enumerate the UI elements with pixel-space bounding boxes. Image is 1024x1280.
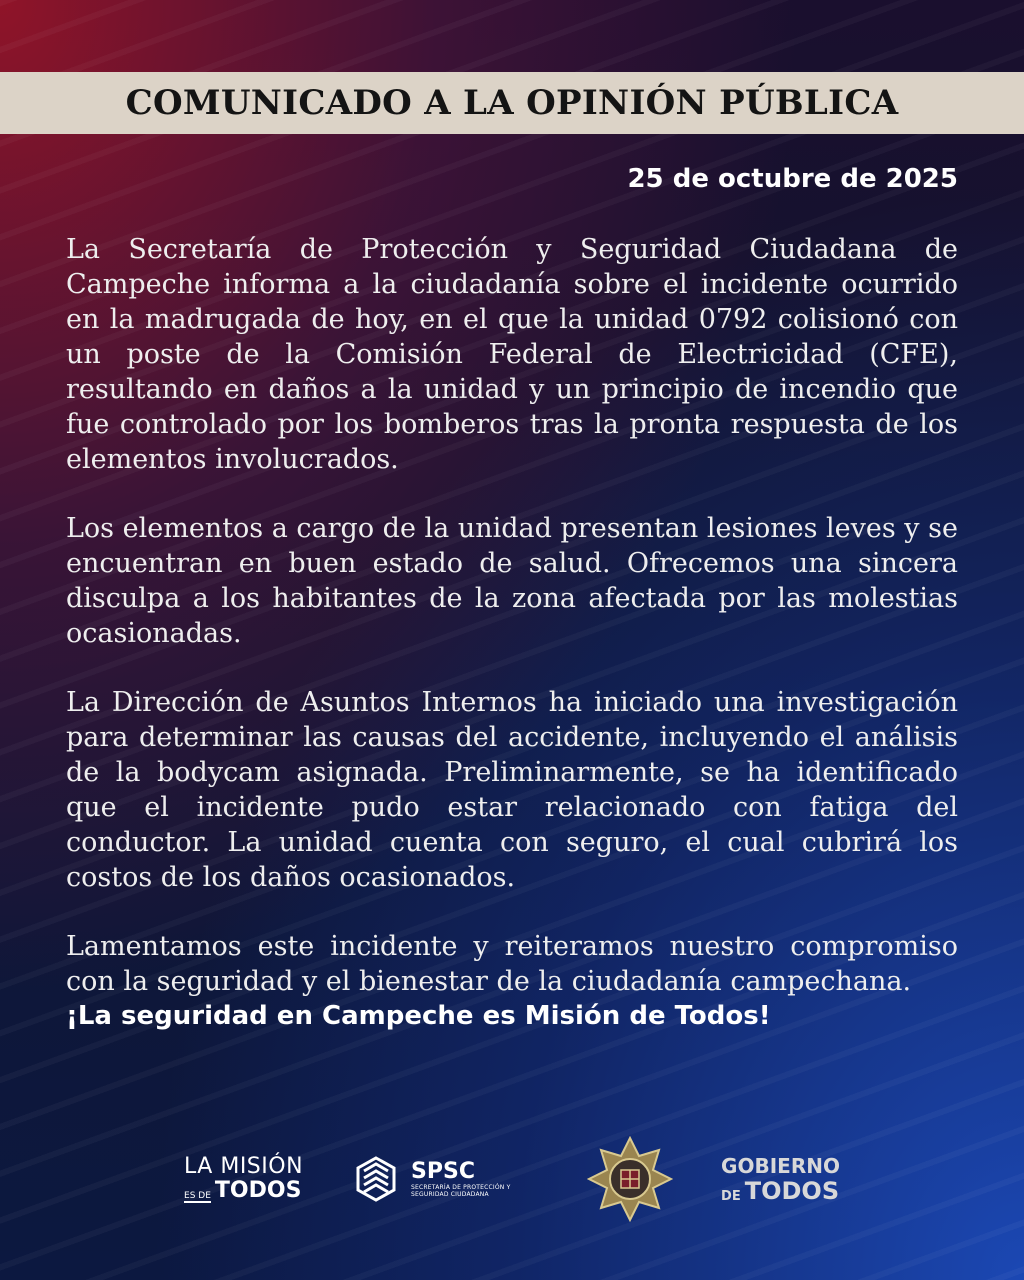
paragraph-closing: Lamentamos este incidente y reiteramos nuestro compromiso con la seguridad y el bienestar de la ciudadanía campechana. — [66, 931, 958, 997]
logo-spsc — [351, 1154, 539, 1204]
title-band — [0, 72, 1024, 134]
police-badge-icon — [587, 1136, 673, 1222]
logo-mision-todos: TODOS — [214, 1178, 302, 1203]
logo-gobierno-line1: GOBIERNO — [721, 1153, 840, 1178]
logo-gobierno-de-todos — [721, 1155, 840, 1204]
page-title: COMUNICADO A LA OPINIÓN PÚBLICA — [125, 83, 899, 123]
communique-body — [66, 232, 958, 1031]
communique-date: 25 de octubre de 2025 — [627, 164, 958, 194]
spsc-acronym: SPSC — [411, 1159, 476, 1184]
logo-mision-es-de: ES DE — [184, 1191, 211, 1201]
paragraph-incident: La Secretaría de Protección y Seguridad Ciudadana de Campeche informa a la ciudadanía sobre el incidente ocurrido en la madrugada de hoy, en el que la unidad 0792 colisionó con un poste de la Comisión Federal de Electricidad (CFE), resultando en daños a la unidad y un principio de incendio que fue controlado por los bomberos tras la pronta respuesta de los elementos involucrados. — [66, 234, 958, 475]
paragraph-investigation: La Dirección de Asuntos Internos ha iniciado una investigación para determinar las causas del accidente, incluyendo el análisis de la bodycam asignada. Preliminarmente, se ha identificado que el incidente pudo estar relacionado con fatiga del conductor. La unidad cuenta con seguro, el cual cubrirá los costos de los daños ocasionados. — [66, 687, 958, 893]
logo-gobierno-todos: TODOS — [744, 1176, 840, 1205]
spsc-emblem-icon — [351, 1154, 401, 1204]
slogan: ¡La seguridad en Campeche es Misión de Todos! — [66, 1001, 771, 1031]
logo-strip — [0, 1134, 1024, 1224]
paragraph-injuries: Los elementos a cargo de la unidad presentan lesiones leves y se encuentran en buen estado de salud. Ofrecemos una sincera disculpa a los habitantes de la zona afectada por las molestias ocasionadas. — [66, 513, 958, 649]
logo-mision-line1: LA MISIÓN — [184, 1154, 304, 1179]
spsc-subtitle: SECRETARÍA DE PROTECCIÓN Y SEGURIDAD CIUDADANA — [411, 1184, 511, 1198]
logo-gobierno-de: DE — [721, 1188, 741, 1204]
logo-la-mision-es-de-todos — [184, 1155, 303, 1203]
